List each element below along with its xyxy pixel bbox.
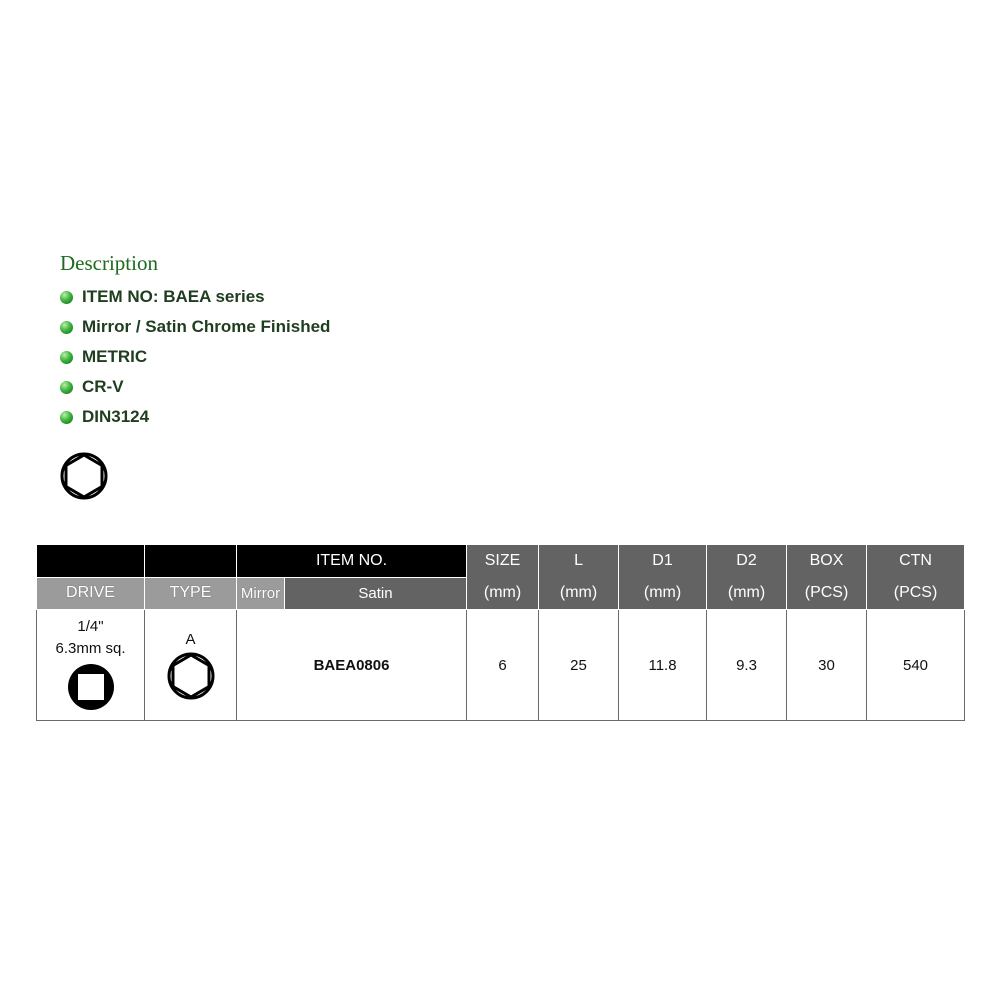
green-bullet-icon <box>60 291 73 304</box>
header-d2 <box>707 545 787 610</box>
header-box-label: BOX <box>809 552 844 569</box>
header-ctn-label: CTN <box>899 552 932 569</box>
header-satin: Satin <box>285 577 467 610</box>
l-cell: 25 <box>539 610 619 721</box>
description-item: ITEM NO: BAEA series <box>82 287 265 306</box>
box-cell: 30 <box>787 610 867 721</box>
header-d2-unit: (mm) <box>727 584 766 601</box>
header-l-unit: (mm) <box>559 584 598 601</box>
header-box-unit: (PCS) <box>804 584 849 601</box>
description-item: CR-V <box>82 377 124 396</box>
list-item <box>60 312 330 342</box>
hexagon-icon <box>60 452 108 500</box>
header-size <box>467 545 539 610</box>
drive-cell <box>37 610 145 721</box>
header-d1 <box>619 545 707 610</box>
header-size-unit: (mm) <box>483 584 522 601</box>
header-type: TYPE <box>145 577 237 610</box>
d2-cell: 9.3 <box>707 610 787 721</box>
type-cell <box>145 610 237 721</box>
list-item <box>60 282 330 312</box>
header-size-label: SIZE <box>484 552 521 569</box>
green-bullet-icon <box>60 381 73 394</box>
header-l-label: L <box>574 552 583 569</box>
header-blank-drive <box>37 545 145 578</box>
header-blank-type <box>145 545 237 578</box>
green-bullet-icon <box>60 321 73 334</box>
ctn-cell: 540 <box>867 610 965 721</box>
table-row <box>37 610 965 721</box>
header-d1-unit: (mm) <box>643 584 682 601</box>
header-ctn-unit: (PCS) <box>893 584 938 601</box>
header-d1-label: D1 <box>652 552 673 569</box>
description-section <box>60 250 330 432</box>
drive-fraction: 1/4" <box>77 618 104 635</box>
list-item <box>60 372 330 402</box>
description-list <box>60 282 330 432</box>
green-bullet-icon <box>60 351 73 364</box>
header-box <box>787 545 867 610</box>
description-item: METRIC <box>82 347 148 366</box>
list-item <box>60 402 330 432</box>
spec-table <box>36 544 965 721</box>
size-cell: 6 <box>467 610 539 721</box>
d1-cell: 11.8 <box>619 610 707 721</box>
header-mirror: Mirror <box>237 577 285 610</box>
list-item <box>60 342 330 372</box>
item-no-cell: BAEA0806 <box>237 610 467 721</box>
description-title: Description <box>60 251 158 275</box>
drive-metric: 6.3mm sq. <box>55 640 126 657</box>
header-d2-label: D2 <box>736 552 757 569</box>
hexagon-icon <box>167 652 215 700</box>
header-l <box>539 545 619 610</box>
green-bullet-icon <box>60 411 73 424</box>
header-drive: DRIVE <box>37 577 145 610</box>
type-letter: A <box>185 631 196 648</box>
header-ctn <box>867 545 965 610</box>
description-item: Mirror / Satin Chrome Finished <box>82 317 331 336</box>
square-drive-icon <box>67 663 115 711</box>
description-item: DIN3124 <box>82 407 150 426</box>
header-item-no: ITEM NO. <box>237 545 467 578</box>
